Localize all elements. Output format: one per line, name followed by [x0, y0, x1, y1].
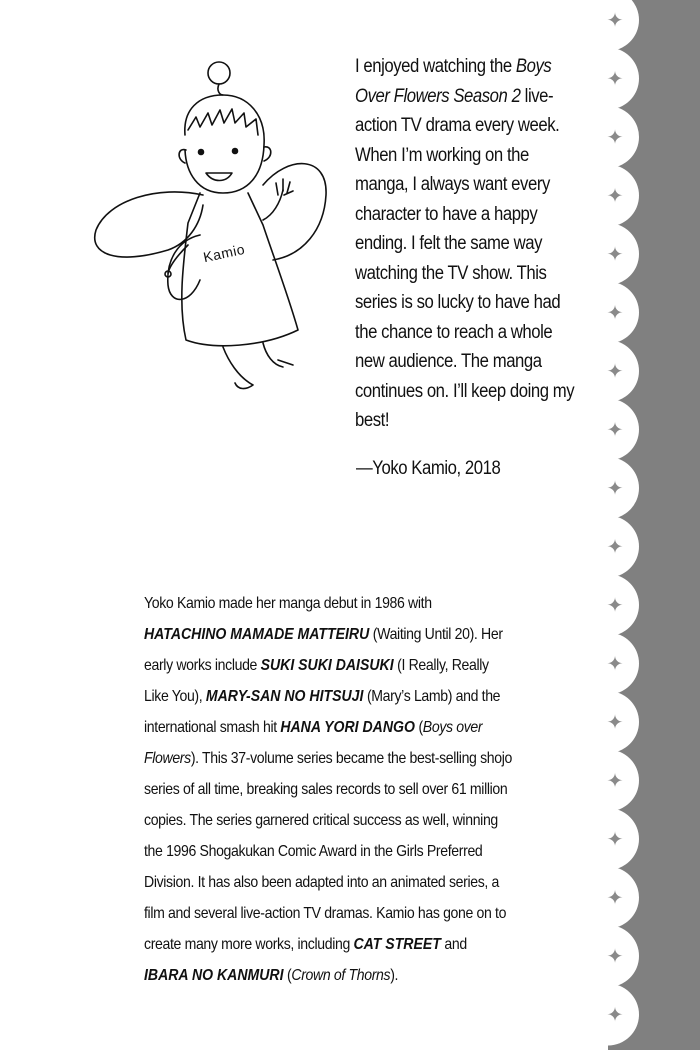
scalloped-side-band: [598, 0, 700, 1050]
author-self-portrait-illustration: [88, 55, 338, 395]
work-title: SUKI SUKI DAISUKI: [260, 657, 394, 674]
star-icon: ✦: [606, 8, 624, 32]
work-title: HANA YORI DANGO: [280, 719, 415, 736]
star-icon: ✦: [606, 300, 624, 325]
star-icon: ✦: [606, 242, 624, 266]
work-english-title: Crown of Thorns: [291, 967, 391, 984]
hair-spikes: [188, 109, 258, 135]
star-icon: ✦: [606, 417, 624, 442]
star-icon: ✦: [606, 125, 624, 149]
work-title: IBARA NO KANMURI: [144, 967, 284, 984]
dress: [182, 193, 298, 346]
star-icon: ✦: [606, 66, 624, 91]
star-icon: ✦: [606, 710, 624, 734]
star-icon: ✦: [606, 359, 624, 383]
quote-signature: —Yoko Kamio, 2018: [356, 458, 501, 479]
star-icon: ✦: [606, 183, 624, 208]
work-title: HATACHINO MAMADE MATTEIRU: [144, 626, 370, 643]
smile: [206, 173, 232, 181]
show-title: Boys Over Flowers Season 2: [355, 56, 552, 107]
work-title: CAT STREET: [353, 936, 441, 953]
shirt-label: Kamio: [201, 240, 247, 266]
work-english-title: Boys over Flowers: [144, 719, 483, 767]
star-icon: ✦: [606, 476, 624, 500]
star-icon: ✦: [606, 534, 624, 559]
work-title: MARY-SAN NO HITSUJI: [205, 688, 364, 705]
star-icon: ✦: [606, 827, 624, 851]
hair-curl: [208, 62, 230, 84]
star-icon: ✦: [606, 593, 624, 617]
star-icon: ✦: [606, 885, 624, 910]
author-biography: Yoko Kamio made her manga debut in 1986 with HATACHINO MAMADE MATTEIRU (Waiting Until 20). Her early works include SUKI SUKI DAISUKI (I Really, Really Like You), MARY-SAN NO HITSUJI (Mary’s Lamb) and the international smash hit HANA YORI DANGO (Boys over Flowers). This 37-volume series became the best-selling shojo series of all time, breaking sales records to sell over 61 million copies. The series garnered critical success as well, winning the 1996 Shogakukan Comic Award in the Girls Preferred Division. It has also been adapted into an animated series, a film and several live-action TV dramas. Kamio has gone on to create many more works, including CAT STREET and IBARA NO KANMURI (Crown of Thorns).: [144, 595, 513, 984]
star-icon: ✦: [606, 768, 624, 793]
star-icon: ✦: [606, 1002, 624, 1027]
author-quote: I enjoyed watching the Boys Over Flowers Season 2 live-action TV drama every week. When I’m working on the manga, I always want every character to have a happy ending. I felt the same way watching the TV show. This series is so lucky to have had the chance to reach a whole new audience. The manga continues on. I’ll keep doing my best!: [355, 56, 575, 431]
star-icon: ✦: [606, 651, 624, 676]
star-icon: ✦: [606, 944, 624, 968]
